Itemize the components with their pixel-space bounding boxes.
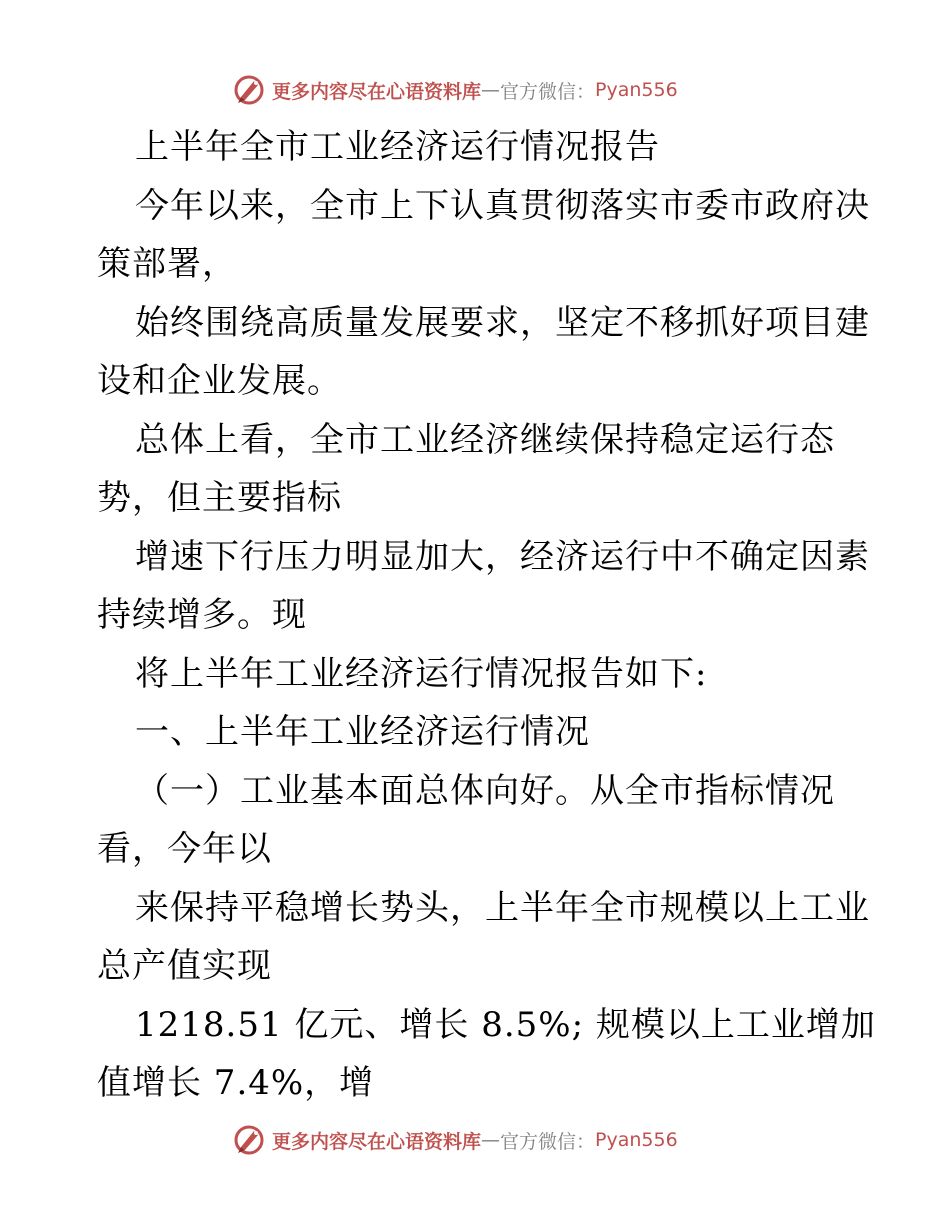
paragraph-line: 总产值实现 xyxy=(97,946,272,986)
paragraph-line: 持续增多。现 xyxy=(97,595,307,635)
paragraph-line: 看，今年以 xyxy=(97,829,272,869)
section-heading: 一、上半年工业经济运行情况 xyxy=(135,712,590,752)
pen-logo-icon xyxy=(232,1123,266,1157)
paragraph-line: 设和企业发展。 xyxy=(97,361,342,401)
paragraph-line: 将上半年工业经济运行情况报告如下: xyxy=(135,653,708,694)
pen-logo-icon xyxy=(232,73,266,107)
watermark-dash: — xyxy=(481,1129,501,1151)
watermark-wechat-id: Pyan556 xyxy=(595,1129,678,1151)
document-title: 上半年全市工业经济运行情况报告 xyxy=(135,127,660,167)
subsection-heading: （一）工业基本面总体向好。从全市指标情况 xyxy=(135,770,835,811)
paragraph-line: 势，但主要指标 xyxy=(97,478,342,518)
paragraph-line: 来保持平稳增长势头，上半年全市规模以上工业 xyxy=(135,887,870,928)
paragraph-line: 始终围绕高质量发展要求，坚定不移抓好项目建 xyxy=(135,302,870,343)
paragraph-line: 策部署， xyxy=(97,244,237,284)
paragraph-line: 今年以来，全市上下认真贯彻落实市委市政府决 xyxy=(135,185,870,226)
footer-watermark xyxy=(232,1122,678,1158)
header-watermark xyxy=(232,72,678,108)
paragraph-line: 1218.51 亿元、增长 8.5%; 规模以上工业增加 xyxy=(135,1004,876,1045)
watermark-wechat-label: 官方微信： xyxy=(500,80,596,103)
paragraph-line: 值增长 7.4%，增 xyxy=(97,1063,375,1103)
watermark-wechat-label: 官方微信： xyxy=(500,1130,596,1153)
watermark-wechat-id: Pyan556 xyxy=(595,79,678,101)
document-body xyxy=(97,118,876,1113)
watermark-dash: — xyxy=(481,79,501,101)
paragraph-line: 总体上看，全市工业经济继续保持稳定运行态 xyxy=(135,419,835,460)
paragraph-line: 增速下行压力明显加大，经济运行中不确定因素 xyxy=(135,536,870,577)
watermark-site-text: 更多内容尽在心语资料库 xyxy=(272,1130,482,1153)
watermark-site-text: 更多内容尽在心语资料库 xyxy=(272,80,482,103)
